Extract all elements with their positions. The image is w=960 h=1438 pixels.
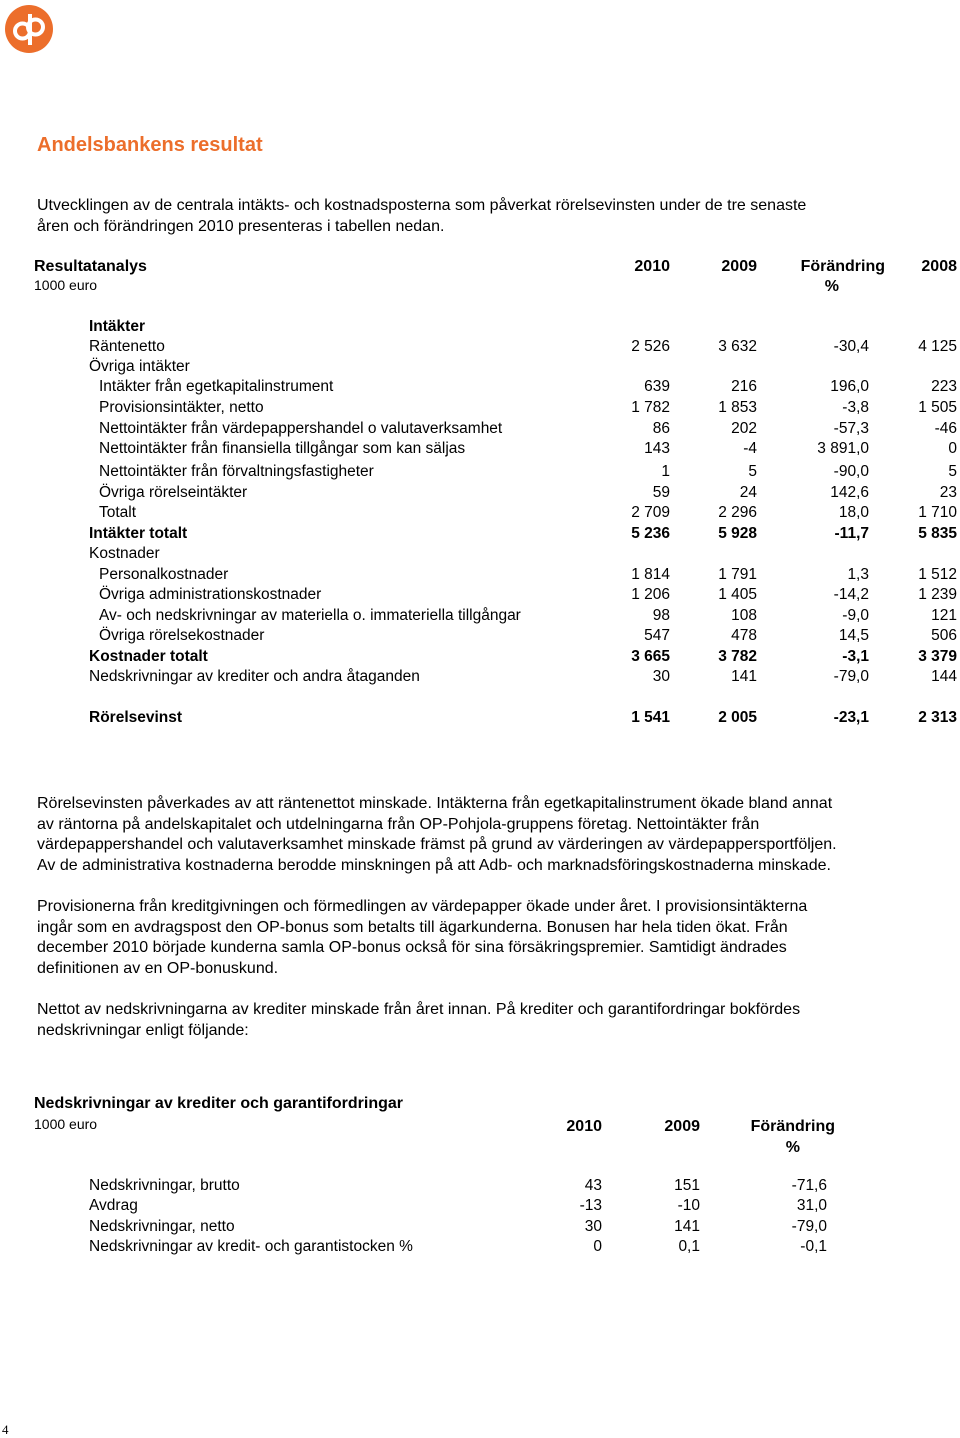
table-row: Räntenetto 2 526 3 632 -30,4 4 125 [89, 338, 957, 355]
table-row: Nettointäkter från förvaltningsfastigheter 1 5 -90,0 5 [99, 463, 957, 480]
col-header-2010: 2010 [566, 1118, 602, 1135]
table-row-operating-profit: Rörelsevinst 1 541 2 005 -23,1 2 313 [89, 709, 957, 726]
table-row: Nedskrivningar, brutto 43 151 -71,6 [89, 1177, 827, 1194]
table-title: Resultatanalys [34, 258, 147, 275]
op-logo-icon [4, 4, 54, 54]
page-number: 4 [2, 1422, 9, 1437]
col-header-change-unit: % [824, 278, 839, 295]
table-row: Nedskrivningar av krediter och andra åtaganden 30 141 -79,0 144 [89, 668, 957, 685]
table-row: Personalkostnader 1 814 1 791 1,3 1 512 [99, 566, 957, 583]
intro-paragraph: Utvecklingen av de centrala intäkts- och kostnadsposterna som påverkat rörelsevinsten under de tre senaste åren och förändringen 2010 presenteras i tabellen nedan. [37, 197, 807, 235]
col-header-change-unit: % [785, 1139, 800, 1156]
table-row: Provisionsintäkter, netto 1 782 1 853 -3,8 1 505 [99, 399, 957, 416]
table-row: Nettointäkter från finansiella tillgångar som kan säljas 143 -4 3 891,0 0 [99, 440, 957, 457]
table-row: Nedskrivningar, netto 30 141 -79,0 [89, 1218, 827, 1235]
page-title: Andelsbankens resultat [37, 134, 263, 156]
table-unit: 1000 euro [34, 1116, 98, 1132]
table-row: Övriga intäkter [89, 358, 190, 375]
col-header-change: Förändring [800, 258, 885, 275]
table-row: Nettointäkter från värdepappershandel o valutaverksamhet 86 202 -57,3 -46 [99, 420, 957, 437]
table-row: Avdrag -13 -10 31,0 [89, 1197, 827, 1214]
table-row: Intäkter från egetkapitalinstrument 639 216 196,0 223 [99, 378, 957, 395]
table-row: Nedskrivningar av kredit- och garantistocken % 0 0,1 -0,1 [89, 1238, 827, 1255]
table-row: Övriga rörelseintäkter 59 24 142,6 23 [99, 484, 957, 501]
col-header-2009: 2009 [721, 258, 757, 275]
paragraph-impairments: Nettot av nedskrivningarna av krediter minskade från året innan. På krediter och garantifordringar bokfördes nedskrivningar enligt följande: [37, 1001, 801, 1039]
table-unit: 1000 euro [34, 277, 98, 293]
paragraph-commissions: Provisionerna från kreditgivningen och förmedlingen av värdepapper ökade under året. I provisionsintäkterna ingår som en avdragspost den OP-bonus som betalts till ägarkunderna. Bonusen har hela tiden ökat. Från december 2010 började kunderna samla OP-bonus också för sina försäkringspremier. Samtidigt ändrades definitionen av en OP-bonuskund. [37, 898, 808, 977]
col-header-2010: 2010 [634, 258, 670, 275]
table-row: Övriga administrationskostnader 1 206 1 405 -14,2 1 239 [99, 586, 957, 603]
paragraph-operating-profit: Rörelsevinsten påverkades av att räntenettot minskade. Intäkterna från egetkapitalinstrument ökade bland annat av räntorna på andelskapitalet och utdelningarna från OP-Pohjola-gruppens företag. Nettointäkter från värdepappershandel och valutaverksamhet minskade främst på grund av värderingen av värdepappersportföljen. Av de administrativa kostnaderna berodde minskningen på att Adb- och marknadsföringskostnaderna minskade. [37, 795, 837, 874]
table-row-total: Intäkter totalt 5 236 5 928 -11,7 5 835 [89, 525, 957, 542]
table-row: Totalt 2 709 2 296 18,0 1 710 [99, 504, 957, 521]
table-row: Kostnader [89, 545, 160, 562]
col-header-2008: 2008 [921, 258, 957, 275]
table-row: Övriga rörelsekostnader 547 478 14,5 506 [99, 627, 957, 644]
table-row: Av- och nedskrivningar av materiella o. immateriella tillgångar 98 108 -9,0 121 [99, 607, 957, 624]
col-header-change: Förändring [750, 1118, 835, 1135]
table-title: Nedskrivningar av krediter och garantifordringar [34, 1095, 403, 1112]
table-row: Intäkter [89, 318, 145, 335]
col-header-2009: 2009 [664, 1118, 700, 1135]
table-row-total: Kostnader totalt 3 665 3 782 -3,1 3 379 [89, 648, 957, 665]
